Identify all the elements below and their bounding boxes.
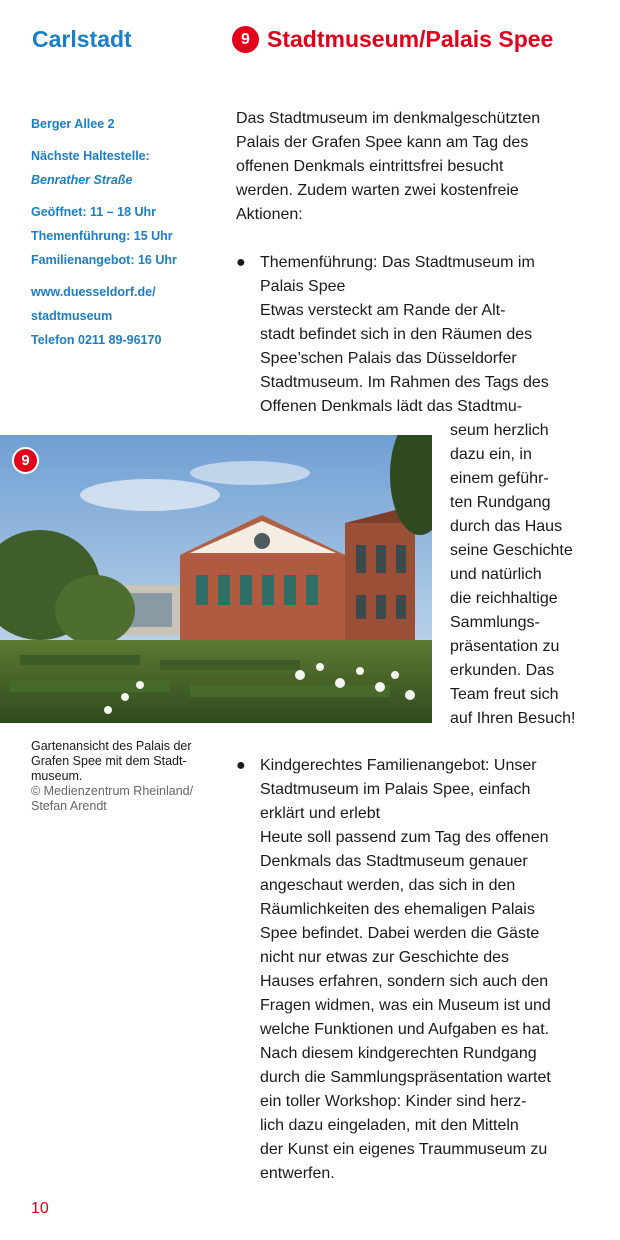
bullet-line: präsentation zu [450, 638, 560, 655]
bullet-line: ein toller Workshop: Kinder sind herz- [260, 1093, 527, 1110]
bullet-line: der Kunst ein eigenes Traummuseum zu [260, 1141, 548, 1158]
bullet-line: Etwas versteckt am Rande der Alt- [260, 302, 506, 319]
bullet-line: durch die Sammlungspräsentation wartet [260, 1069, 551, 1086]
intro-paragraph [236, 107, 586, 227]
bullet-line: welche Funktionen und Aufgaben es hat. [260, 1021, 550, 1038]
intro-line: Palais der Grafen Spee kann am Tag des [236, 134, 529, 151]
bullet-line: durch das Haus [450, 518, 563, 535]
photo-caption [31, 739, 226, 814]
bullet-line: die reichhaltige [450, 590, 558, 607]
bullet-line: Kindgerechtes Familienangebot: Unser [260, 757, 537, 774]
bullet-line: Themenführung: Das Stadtmuseum im [260, 254, 535, 271]
bullet-line: und natürlich [450, 566, 542, 583]
district-title: Carlstadt [32, 26, 132, 52]
bullet-line: erklärt und erlebt [260, 805, 381, 822]
bullet-line: dazu ein, in [450, 446, 532, 463]
stop-name: Benrather Straße [31, 173, 133, 187]
bullet-line: angeschaut werden, das sich in den [260, 877, 516, 894]
bullet-line: Fragen widmen, was ein Museum ist und [260, 997, 551, 1014]
bullet-line: Stadtmuseum im Palais Spee, einfach [260, 781, 531, 798]
intro-line: Aktionen: [236, 206, 303, 223]
palais-garden-photo [0, 435, 432, 723]
stop-label: Nächste Haltestelle: [31, 149, 150, 163]
address: Berger Allee 2 [31, 117, 115, 131]
bullet-dot: ● [236, 757, 246, 774]
bullet-line: Offenen Denkmals lädt das Stadtmu- [260, 398, 523, 415]
website-link-part2[interactable]: stadtmuseum [31, 309, 113, 323]
bullet-line: Team freut sich [450, 686, 559, 703]
info-sidebar [31, 112, 221, 352]
family-time: Familienangebot: 16 Uhr [31, 253, 177, 267]
bullet-line: Räumlichkeiten des ehemaligen Palais [260, 901, 535, 918]
bullet-line: seine Geschichte [450, 542, 573, 559]
phone-number: Telefon 0211 89-96170 [31, 333, 162, 347]
bullet-line: Palais Spee [260, 278, 346, 295]
bullet-dot: ● [236, 254, 246, 271]
bullet-line: stadt befindet sich in den Räumen des [260, 326, 533, 343]
location-number-badge: 9 [232, 26, 259, 53]
intro-line: Das Stadtmuseum im denkmalgeschützten [236, 110, 541, 127]
intro-line: werden. Zudem warten zwei kostenfreie [236, 182, 519, 199]
bullet-line: einem geführ- [450, 470, 549, 487]
opening-hours: Geöffnet: 11 – 18 Uhr [31, 205, 157, 219]
bullet-line: Spee befindet. Dabei werden die Gäste [260, 925, 540, 942]
bullet-line: ten Rundgang [450, 494, 551, 511]
tour-time: Themenführung: 15 Uhr [31, 229, 173, 243]
caption-line: Gartenansicht des Palais der [31, 739, 192, 753]
intro-line: offenen Denkmals eintrittsfrei besucht [236, 158, 504, 175]
garden-photo-illustration [0, 435, 432, 723]
bullet-line: Hauses erfahren, sondern sich auch den [260, 973, 549, 990]
photo-credit: Stefan Arendt [31, 799, 107, 813]
caption-line: Grafen Spee mit dem Stadt- [31, 754, 187, 768]
title-block [232, 26, 553, 53]
bullet-line: Spee’schen Palais das Düsseldorfer [260, 350, 517, 367]
bullet-familienangebot [236, 754, 596, 1186]
bullet-line: auf Ihren Besuch! [450, 710, 576, 727]
bullet-line: entwerfen. [260, 1165, 335, 1182]
bullet-line: erkunden. Das [450, 662, 555, 679]
bullet-line: Sammlungs- [450, 614, 540, 631]
bullet-line: Nach diesem kindgerechten Rundgang [260, 1045, 537, 1062]
bullet-line: Stadtmuseum. Im Rahmen des Tags des [260, 374, 549, 391]
website-link-part1[interactable]: www.duesseldorf.de/ [31, 285, 156, 299]
page-title: Stadtmuseum/Palais Spee [267, 26, 554, 52]
photo-number-badge: 9 [12, 447, 39, 474]
page-number: 10 [31, 1200, 49, 1217]
bullet-line: Denkmals das Stadtmuseum genauer [260, 853, 528, 870]
photo-credit: © Medienzentrum Rheinland/ [31, 784, 194, 798]
bullet-line: seum herzlich [450, 422, 549, 439]
bullet-line: lich dazu eingeladen, mit den Mitteln [260, 1117, 519, 1134]
bullet-line: Heute soll passend zum Tag des offenen [260, 829, 549, 846]
bullet-line: nicht nur etwas zur Geschichte des [260, 949, 510, 966]
caption-line: museum. [31, 769, 83, 783]
